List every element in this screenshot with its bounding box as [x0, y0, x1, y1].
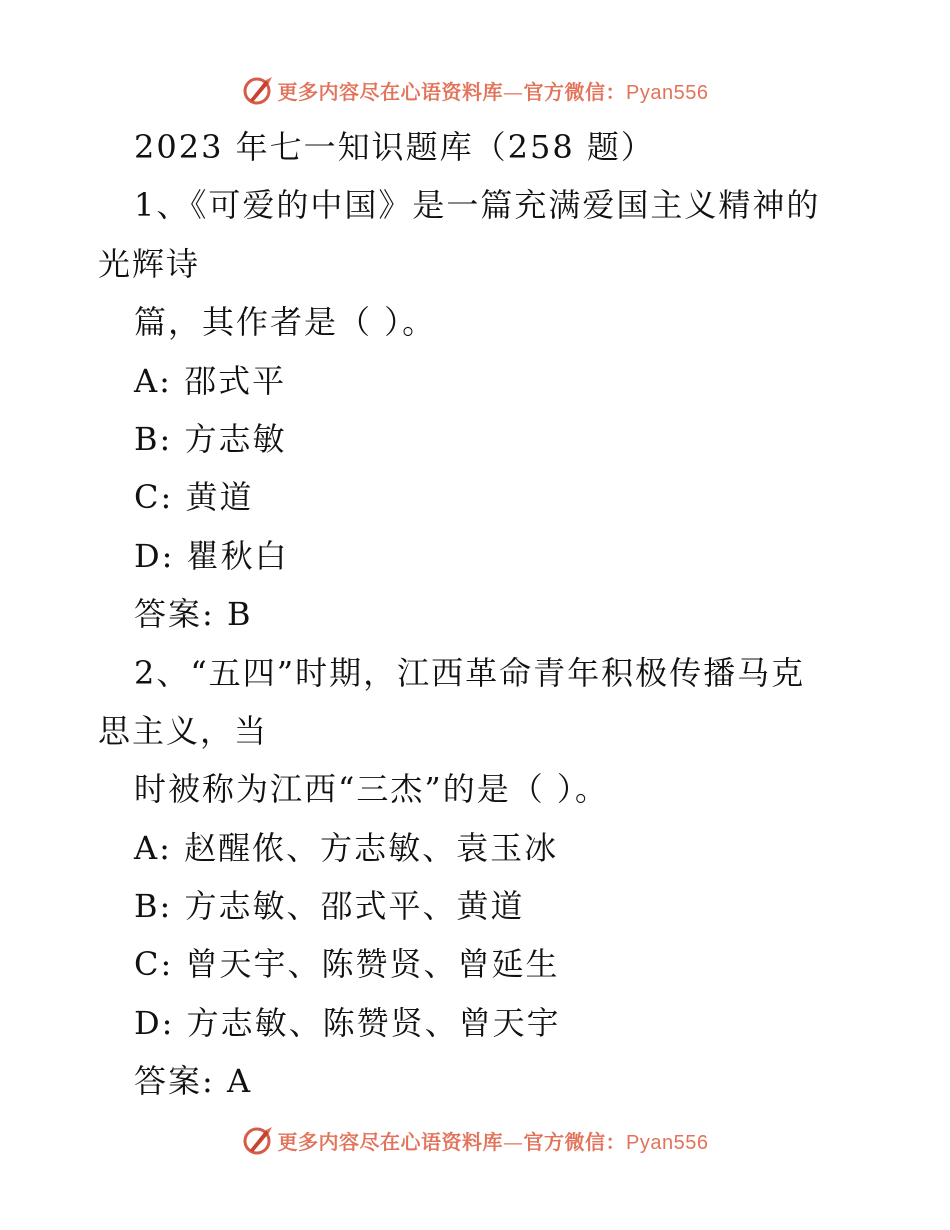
question-stem-line: 篇，其作者是（ ）。 [134, 303, 437, 342]
question-stem-line: 时被称为江西“三杰”的是（ ）。 [134, 770, 609, 809]
feather-pen-circle-icon [242, 74, 274, 106]
option-c: C: 黄道 [134, 478, 254, 517]
banner-text [278, 76, 709, 105]
banner-main-text: 更多内容尽在心语资料库 [277, 1129, 504, 1154]
option-a: A: 赵醒侬、方志敏、袁玉冰 [134, 828, 559, 867]
banner-wechat-id: Pyan556 [626, 81, 709, 104]
question-stem-line: 1、《可爱的中国》是一篇充满爱国主义精神的 [134, 186, 821, 225]
option-a: A: 邵式平 [134, 361, 287, 400]
footer-banner [0, 1120, 950, 1160]
banner-wechat-id: Pyan556 [626, 1131, 709, 1154]
answer: 答案: A [134, 1062, 253, 1101]
answer: 答案: B [134, 595, 253, 634]
option-d: D: 方志敏、陈赞贤、曾天宇 [134, 1003, 561, 1042]
banner-separator: — [503, 1129, 524, 1154]
banner-separator: — [503, 79, 524, 104]
feather-pen-circle-icon [242, 1124, 274, 1156]
banner-contact-label: 官方微信： [523, 79, 627, 104]
option-b: B: 方志敏、邵式平、黄道 [134, 887, 525, 926]
option-d: D: 瞿秋白 [134, 536, 289, 575]
banner-contact-label: 官方微信： [523, 1129, 627, 1154]
document-body [0, 118, 950, 1111]
banner-text [278, 1126, 709, 1155]
option-b: B: 方志敏 [134, 419, 287, 458]
question-stem-line: 思主义，当 [98, 711, 269, 750]
header-banner [0, 70, 950, 110]
document-title: 2023 年七一知识题库（258 题） [134, 128, 655, 166]
option-c: C: 曾天宇、陈赞贤、曾延生 [134, 945, 560, 984]
question-2 [0, 644, 950, 1111]
question-stem-line: 光辉诗 [98, 244, 201, 283]
question-stem-line: 2、“五四”时期，江西革命青年积极传播马克 [134, 653, 806, 692]
banner-main-text: 更多内容尽在心语资料库 [277, 79, 504, 104]
question-1 [0, 176, 950, 643]
